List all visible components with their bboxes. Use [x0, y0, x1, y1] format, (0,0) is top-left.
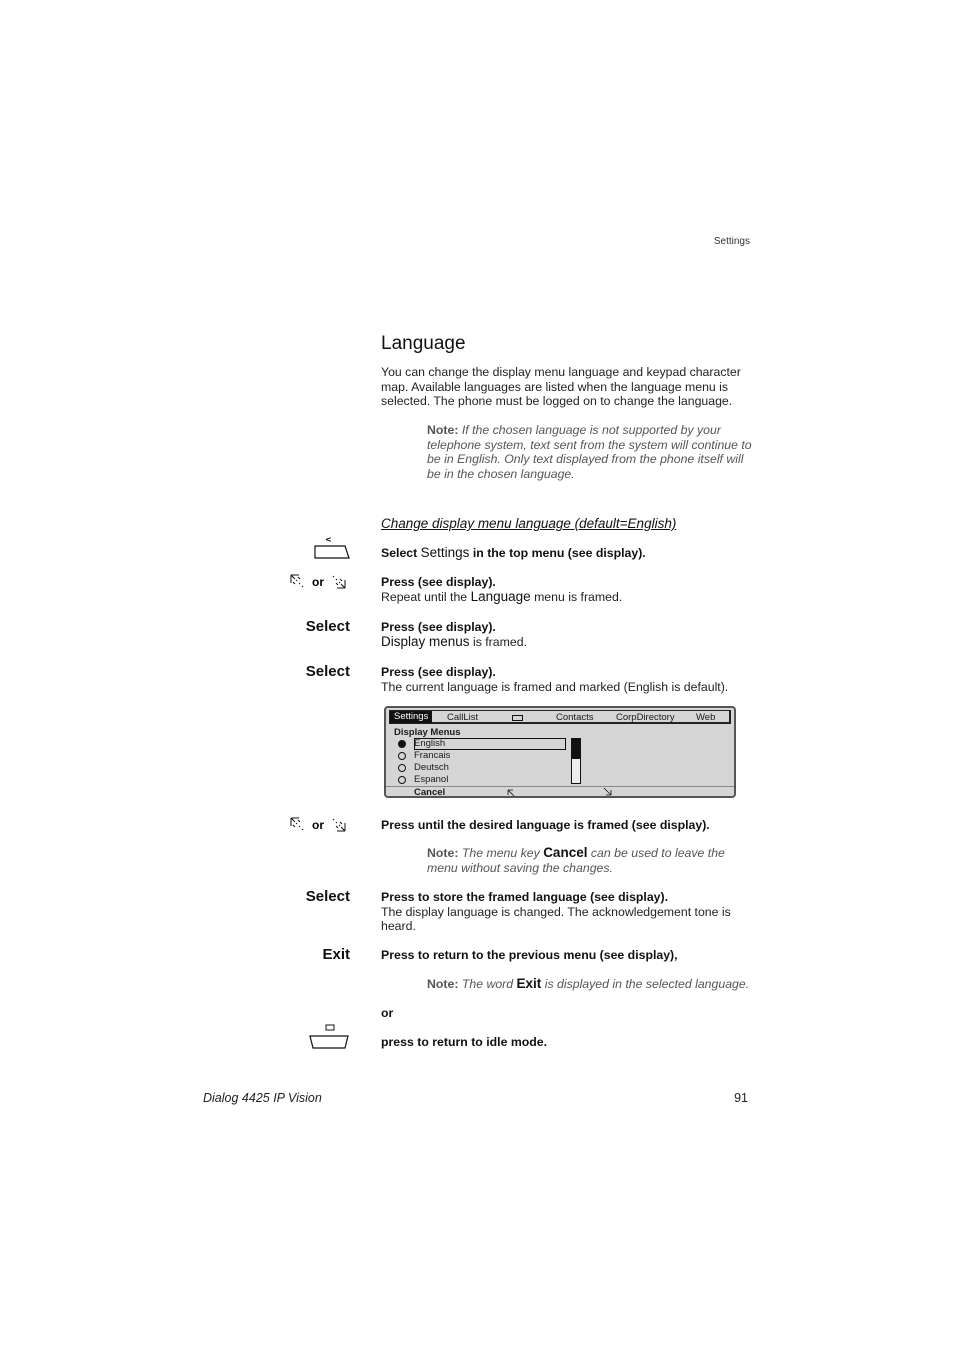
- navigate-left-icon: [291, 575, 304, 588]
- navigate-right-small-icon: [603, 788, 613, 796]
- phone-display: Settings CallList Contacts CorpDirectory Web Display Menus English Francais Deutsch Espanol Cancel: [384, 706, 736, 798]
- menu-tab-settings[interactable]: Settings: [390, 711, 432, 723]
- scrollbar-thumb[interactable]: [572, 739, 580, 759]
- softkey-cancel[interactable]: Cancel: [414, 787, 446, 798]
- step-return-previous: Press to return to the previous menu (see display),: [381, 948, 678, 962]
- navigate-right-icon: [333, 819, 345, 831]
- display-menu-bar: [389, 710, 731, 724]
- left-menu-key-icon: [312, 536, 352, 569]
- note-text: If the chosen language is not supported by your telephone system, text sent from the system will continue to be in English. Only text displayed from the phone itself will be in the chosen language.: [427, 423, 752, 481]
- step-press-navigate: Press (see display). Repeat until the Language menu is framed.: [381, 575, 623, 604]
- page-number: 91: [734, 1091, 748, 1105]
- note-label: Note:: [427, 423, 459, 437]
- step-return-idle: press to return to idle mode.: [381, 1035, 548, 1049]
- navigate-left-icon: [291, 818, 304, 831]
- clear-key-icon: [308, 1024, 352, 1059]
- svg-text:<: <: [325, 535, 332, 544]
- note-cancel: Note: The menu key Cancel can be used to leave the menu without saving the changes.: [427, 845, 725, 875]
- procedure-heading: Change display menu language (default=English): [381, 516, 677, 531]
- radio-empty-icon: [398, 776, 406, 784]
- step-select-settings: Select Settings in the top menu (see display).: [381, 545, 646, 560]
- step-select-language-list: Press (see display). The current language is framed and marked (English is default).: [381, 665, 729, 694]
- navigation-keys: [290, 817, 350, 838]
- select-key-label[interactable]: Select: [305, 888, 350, 905]
- settings-term: Settings: [420, 545, 470, 560]
- radio-empty-icon: [398, 752, 406, 760]
- menu-tab-corpdirectory[interactable]: CorpDirectory: [616, 712, 675, 723]
- menu-tab-calllist[interactable]: CallList: [447, 712, 479, 723]
- intro-paragraph: You can change the display menu language and keypad character map. Available languages are listed when the language menu is selected. The phone must be logged on to change the language.: [381, 365, 741, 409]
- menu-tab-contacts[interactable]: Contacts: [556, 712, 594, 723]
- select-key-label[interactable]: Select: [305, 663, 350, 680]
- menu-tab-web[interactable]: Web: [696, 712, 716, 723]
- step-select-display-menus: Press (see display). Display menus is framed.: [381, 620, 527, 649]
- select-key-label[interactable]: Select: [305, 618, 350, 635]
- step-navigate-languages: Press until the desired language is framed (see display).: [381, 818, 710, 832]
- list-title: Display Menus: [394, 727, 461, 738]
- radio-empty-icon: [398, 764, 406, 772]
- or-label: or: [312, 575, 324, 589]
- or-label: or: [312, 818, 324, 832]
- navigation-keys: [290, 574, 350, 595]
- envelope-icon: [512, 715, 523, 721]
- radio-selected-icon: [398, 740, 406, 748]
- softkey-bar: [386, 786, 734, 799]
- step-store-language: Press to store the framed language (see display). The display language is changed. The acknowledgement tone is heard.: [381, 890, 731, 934]
- exit-key-label[interactable]: Exit: [322, 946, 350, 963]
- note-exit: Note: The word Exit is displayed in the selected language.: [427, 976, 750, 991]
- navigate-left-small-icon: [507, 789, 517, 797]
- footer-product: Dialog 4425 IP Vision: [203, 1091, 322, 1105]
- navigate-right-icon: [333, 576, 345, 588]
- running-header: Settings: [713, 236, 750, 247]
- note-unsupported-language: [427, 423, 752, 481]
- page-title: Language: [381, 333, 466, 354]
- or-separator: or: [381, 1006, 394, 1020]
- scrollbar[interactable]: [571, 738, 581, 784]
